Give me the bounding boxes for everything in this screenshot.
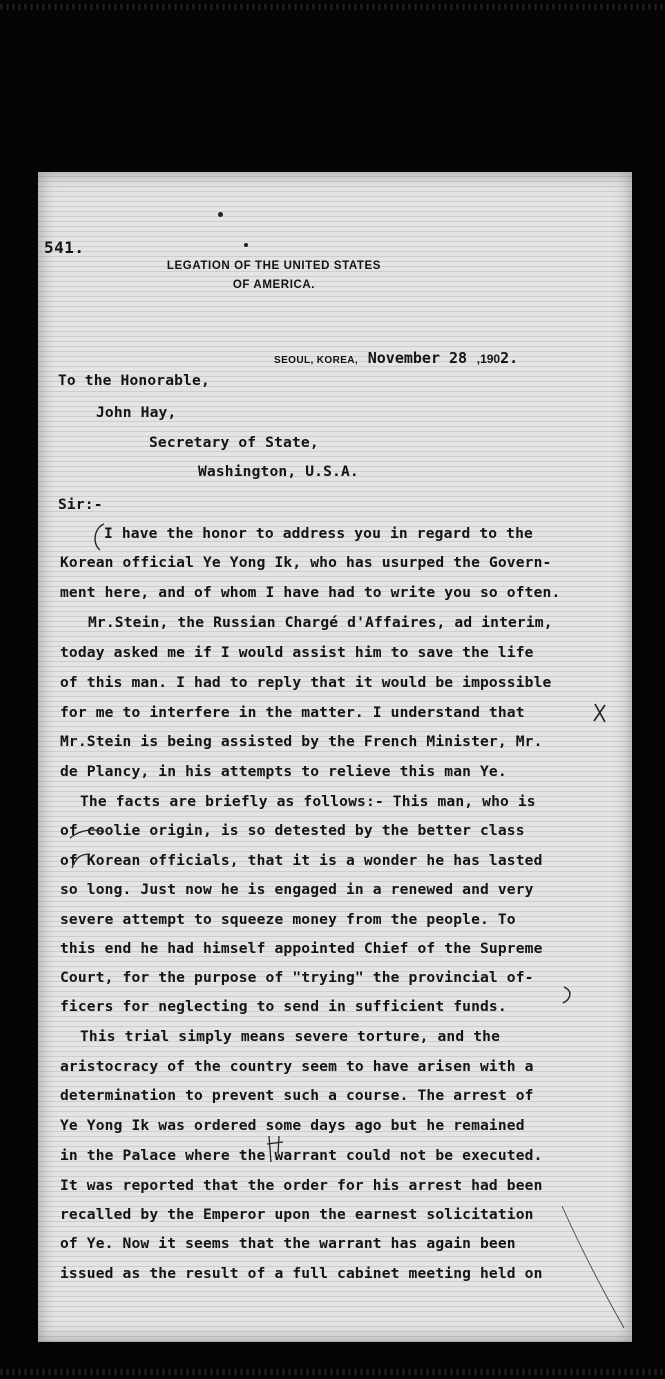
body-line: of Ye. Now it seems that the warrant has again been: [60, 1235, 516, 1252]
film-frame-top: [0, 4, 665, 10]
margin-pencil-stroke: [558, 1202, 628, 1332]
dateline-year-printed: ,190: [476, 352, 501, 366]
dateline-place: SEOUL, KOREA,: [274, 355, 359, 366]
margin-x-mark: [591, 702, 609, 724]
salutation: Sir:-: [58, 496, 103, 513]
body-line: of coolie origin, is so detested by the better class: [60, 822, 525, 839]
body-line: Mr.Stein, the Russian Chargé d'Affaires, ad interim,: [88, 614, 553, 631]
body-line: Ye Yong Ik was ordered some days ago but he remained: [60, 1117, 525, 1134]
body-line: severe attempt to squeeze money from the people. To: [60, 911, 516, 928]
dateline-date: November 28: [367, 349, 468, 367]
body-line: The facts are briefly as follows:- This man, who is: [80, 793, 536, 810]
body-line: de Plancy, in his attempts to relieve this man Ye.: [60, 763, 507, 780]
body-line: for me to interfere in the matter. I understand that: [60, 704, 525, 721]
body-line: in the Palace where the warrant could not be executed.: [60, 1147, 543, 1164]
body-line: Korean official Ye Yong Ik, who has usurped the Govern-: [60, 554, 552, 571]
body-line: this end he had himself appointed Chief of the Supreme: [60, 940, 543, 957]
address-line: Washington, U.S.A.: [198, 463, 359, 480]
film-frame-bottom: [0, 1369, 665, 1375]
close-bracket-mark: [561, 985, 575, 1005]
dateline: [274, 348, 518, 367]
body-line: recalled by the Emperor upon the earnest solicitation: [60, 1206, 534, 1223]
body-line: Court, for the purpose of "trying" the provincial of-: [60, 969, 534, 986]
body-line: I have the honor to address you in regard to the: [104, 525, 533, 542]
body-line: of this man. I had to reply that it would be impossible: [60, 674, 552, 691]
body-line: ment here, and of whom I have had to write you so often.: [60, 584, 561, 601]
body-line: This trial simply means severe torture, and the: [80, 1028, 501, 1045]
punch-dot: [218, 212, 223, 217]
body-line: It was reported that the order for his arrest had been: [60, 1177, 543, 1194]
body-line: ficers for neglecting to send in sufficient funds.: [60, 998, 507, 1015]
letterhead-line-2: OF AMERICA.: [232, 279, 316, 291]
address-line: To the Honorable,: [58, 372, 210, 389]
letter-page: [38, 172, 632, 1342]
body-line: aristocracy of the country seem to have arisen with a: [60, 1058, 534, 1075]
document-number: 541.: [44, 238, 85, 257]
body-line: determination to prevent such a course. The arrest of: [60, 1087, 534, 1104]
address-line: John Hay,: [96, 404, 177, 421]
address-line: Secretary of State,: [149, 434, 319, 451]
body-line: so long. Just now he is engaged in a renewed and very: [60, 881, 534, 898]
dateline-year-typed: 2.: [500, 349, 519, 367]
body-line: today asked me if I would assist him to save the life: [60, 644, 534, 661]
body-line: issued as the result of a full cabinet meeting held on: [60, 1265, 543, 1282]
body-line: Mr.Stein is being assisted by the French Minister, Mr.: [60, 733, 543, 750]
body-line: of Korean officials, that it is a wonder he has lasted: [60, 852, 543, 869]
letterhead-line-1: LEGATION OF THE UNITED STATES: [166, 260, 382, 272]
punch-dot: [244, 243, 248, 247]
